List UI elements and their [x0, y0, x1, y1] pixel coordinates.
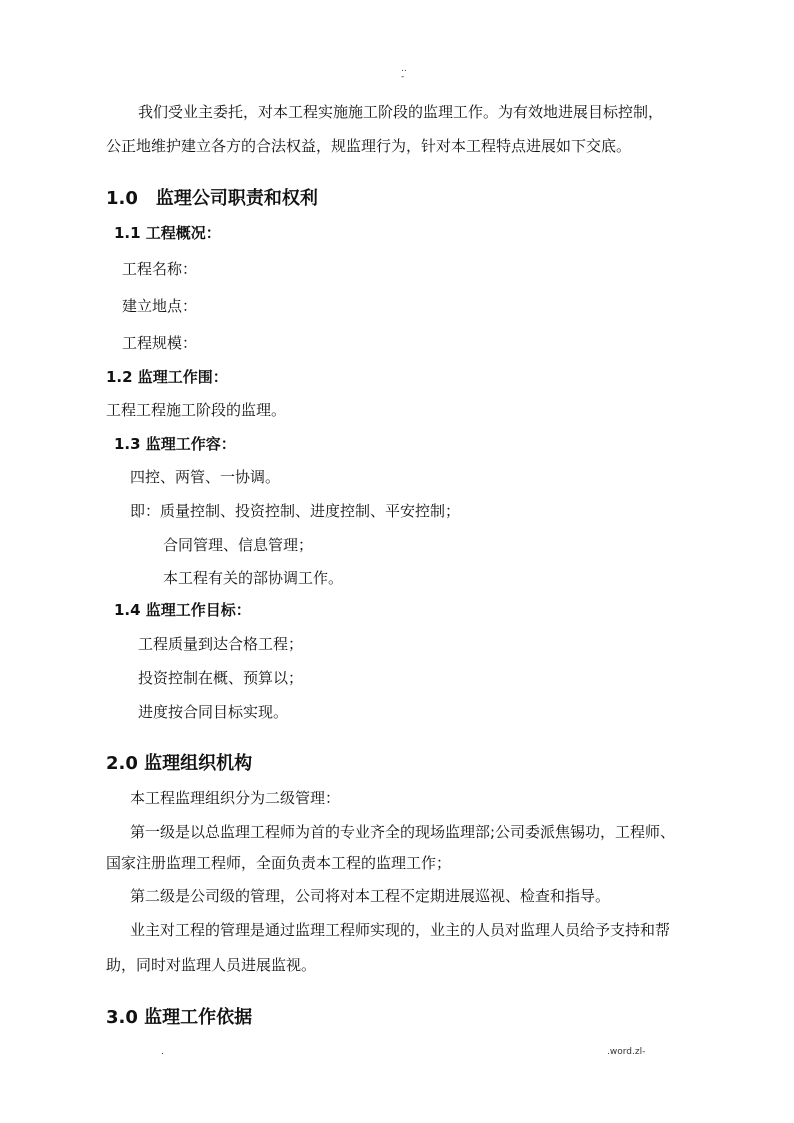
content-line-2: 即：质量控制、投资控制、进度控制、平安控制； — [130, 502, 461, 520]
header-mark-top: .. — [401, 64, 407, 74]
intro-line-2: 公正地维护建立各方的合法权益，规监理行为，针对本工程特点进展如下交底。 — [106, 137, 632, 155]
subsection-1-1-heading: 1.1 工程概况： — [114, 224, 221, 242]
org-line-6: 助，同时对监理人员进展监视。 — [106, 956, 317, 974]
subsection-1-2-heading: 1.2 监理工作围： — [106, 368, 228, 386]
org-line-5: 业主对工程的管理是通过监理工程师实现的，业主的人员对监理人员给予支持和帮 — [130, 921, 671, 939]
org-line-2: 第一级是以总监理工程师为首的专业齐全的现场监理部;公司委派焦锡功，工程师、 — [130, 823, 676, 841]
section-1-heading — [106, 187, 318, 211]
org-line-1: 本工程监理组织分为二级管理： — [130, 789, 341, 807]
content-line-1: 四控、两管、一协调。 — [130, 468, 281, 486]
construction-site-label: 建立地点： — [122, 297, 198, 315]
section-1-number: 1.0 — [106, 188, 138, 209]
intro-line-1: 我们受业主委托，对本工程实施施工阶段的监理工作。为有效地进展目标控制， — [138, 103, 664, 121]
section-1-title: 监理公司职责和权利 — [155, 188, 318, 209]
subsection-1-4-heading: 1.4 监理工作目标： — [114, 601, 251, 619]
header-mark-bottom: - — [401, 72, 405, 82]
scope-text: 工程工程施工阶段的监理。 — [106, 401, 287, 419]
goal-line-2: 投资控制在概、预算以； — [138, 669, 304, 687]
org-line-4: 第二级是公司级的管理，公司将对本工程不定期进展巡视、检查和指导。 — [130, 887, 611, 905]
section-2-heading: 2.0 监理组织机构 — [106, 753, 253, 774]
content-line-3: 合同管理、信息管理； — [163, 536, 314, 554]
section-3-heading: 3.0 监理工作依据 — [106, 1007, 253, 1028]
footer-left-mark: . — [161, 1047, 164, 1057]
footer-right-text: .word.zl- — [607, 1047, 646, 1057]
goal-line-3: 进度按合同目标实现。 — [138, 703, 289, 721]
subsection-1-3-heading: 1.3 监理工作容： — [114, 435, 236, 453]
org-line-3: 国家注册监理工程师，全面负责本工程的监理工作； — [106, 854, 452, 872]
goal-line-1: 工程质量到达合格工程； — [138, 635, 304, 653]
project-scale-label: 工程规模： — [122, 334, 198, 352]
content-line-4: 本工程有关的部协调工作。 — [163, 569, 344, 587]
project-name-label: 工程名称： — [122, 260, 198, 278]
